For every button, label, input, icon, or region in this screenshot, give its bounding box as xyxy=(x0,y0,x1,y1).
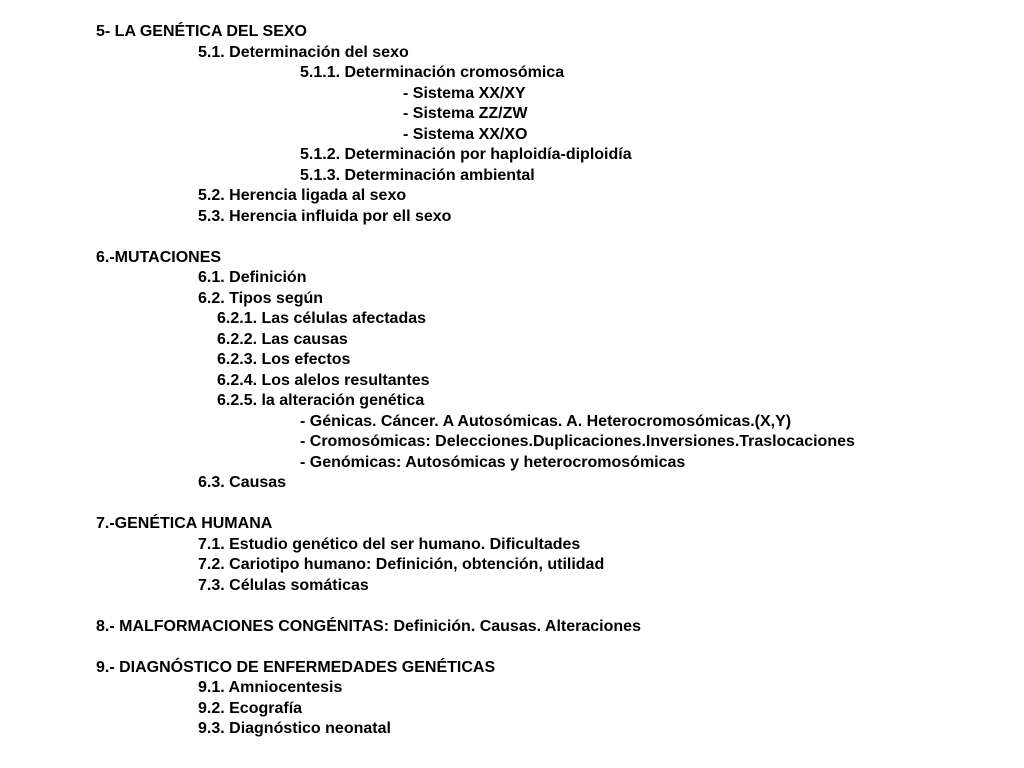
outline-item: 9.3. Diagnóstico neonatal xyxy=(198,720,391,737)
outline-item: - Cromosómicas: Delecciones.Duplicaciones.Inversiones.Traslocaciones xyxy=(300,433,855,450)
outline-item: - Sistema XX/XY xyxy=(403,84,526,102)
outline-item: 6.2. Tipos según xyxy=(198,289,324,307)
outline-item: 5.1.2. Determinación por haploidía-diploidía xyxy=(300,146,632,163)
section-spacer xyxy=(0,227,1024,248)
outline-item: 6.3. Causas xyxy=(198,474,287,491)
section-heading: 7.-GENÉTICA HUMANA xyxy=(96,515,273,532)
outline-item: 6.2.3. Los efectos xyxy=(217,351,351,368)
section-heading: 8.- MALFORMACIONES CONGÉNITAS: Definición. Causas. Alteraciones xyxy=(96,617,641,635)
outline-item: 6.1. Definición xyxy=(198,269,307,286)
outline-item: 7.2. Cariotipo humano: Definición, obtención, utilidad xyxy=(198,556,605,573)
outline-item: 9.1. Amniocentesis xyxy=(198,679,343,696)
outline-item: - Génicas. Cáncer. A Autosómicas. A. Heterocromosómicas.(X,Y) xyxy=(300,412,792,430)
outline-item: 5.1.1. Determinación cromosómica xyxy=(300,64,565,81)
section-heading: 5- LA GENÉTICA DEL SEXO xyxy=(96,23,307,40)
outline-item: 7.3. Células somáticas xyxy=(198,576,369,594)
outline-item: 5.1.3. Determinación ambiental xyxy=(300,166,535,184)
outline-item: 5.2. Herencia ligada al sexo xyxy=(198,187,407,204)
outline-item: - Sistema XX/XO xyxy=(403,125,528,143)
outline-item: 5.1. Determinación del sexo xyxy=(198,43,409,61)
outline-item: 7.1. Estudio genético del ser humano. Dificultades xyxy=(198,535,581,553)
outline-item: 6.2.1. Las células afectadas xyxy=(217,310,427,327)
outline-item: 5.3. Herencia influida por ell sexo xyxy=(198,207,452,225)
syllabus-outline xyxy=(0,22,1024,740)
section-heading: 9.- DIAGNÓSTICO DE ENFERMEDADES GENÉTICAS xyxy=(96,658,496,676)
outline-item: 6.2.2. Las causas xyxy=(217,330,348,348)
outline-item: 9.2. Ecografía xyxy=(198,699,303,717)
section-spacer xyxy=(0,596,1024,617)
outline-item: 6.2.5. la alteración genética xyxy=(217,392,425,409)
outline-item: - Genómicas: Autosómicas y heterocromosómicas xyxy=(300,453,686,471)
section-spacer xyxy=(0,637,1024,658)
outline-item: 6.2.4. Los alelos resultantes xyxy=(217,371,430,389)
section-spacer xyxy=(0,494,1024,515)
section-heading: 6.-MUTACIONES xyxy=(96,248,222,266)
outline-item: - Sistema ZZ/ZW xyxy=(403,105,528,122)
